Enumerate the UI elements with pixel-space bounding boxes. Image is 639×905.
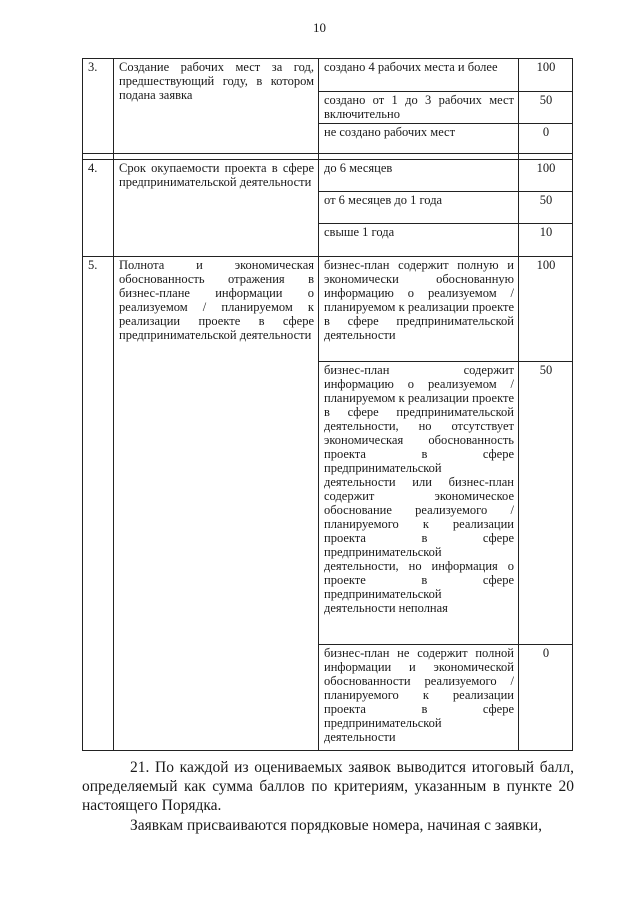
score-value: 50 [519, 92, 573, 124]
condition-text: свыше 1 года [319, 224, 519, 257]
condition-text: создано 4 рабочих места и более [319, 59, 519, 92]
condition-text: создано от 1 до 3 рабочих мест включительно [319, 92, 519, 124]
table-row [83, 160, 573, 192]
table-row [83, 59, 573, 92]
score-value: 100 [519, 160, 573, 192]
condition-text: бизнес-план содержит информацию о реализуемом / планируемом к реализации проекте в сфере предпринимательской деятельности, но отсутствует экономическая обоснованность проекта в сфере предпринимательской деятельности или бизнес-план содержит экономическое обоснование реализуемого / планируемого к реализации проекта в сфере предпринимательской деятельности, но информация о проекте в сфере предпринимательской деятельности неполная [319, 362, 519, 645]
condition-text: от 6 месяцев до 1 года [319, 192, 519, 224]
score-value: 0 [519, 645, 573, 751]
score-value: 100 [519, 59, 573, 92]
score-value: 100 [519, 257, 573, 362]
condition-text: до 6 месяцев [319, 160, 519, 192]
criterion-number: 4. [83, 160, 114, 257]
score-value: 0 [519, 124, 573, 154]
criterion-number: 5. [83, 257, 114, 751]
score-value: 10 [519, 224, 573, 257]
criterion-text: Создание рабочих мест за год, предшествующий году, в котором подана заявка [114, 59, 319, 154]
score-value: 50 [519, 192, 573, 224]
condition-text: не создано рабочих мест [319, 124, 519, 154]
score-value: 50 [519, 362, 573, 645]
paragraph-next: Заявкам присваиваются порядковые номера, начиная с заявки, [130, 817, 543, 834]
table-row [83, 257, 573, 362]
page-number: 10 [313, 20, 326, 35]
criteria-table [82, 58, 573, 751]
paragraph-21: 21. По каждой из оцениваемых заявок выводится итоговый балл, определяемый как сумма баллов по критериям, указанным в пункте 20 настоящего Порядка. [82, 759, 574, 814]
condition-text: бизнес-план не содержит полной информации и экономической обоснованности реализуемого / планируемого к реализации проекта в сфере предпринимательской деятельности [319, 645, 519, 751]
criterion-text: Полнота и экономическая обоснованность отражения в бизнес-плане информации о реализуемом / планируемом к реализации проекте в сфере предпринимательской деятельности [114, 257, 319, 751]
criterion-number: 3. [83, 59, 114, 154]
condition-text: бизнес-план содержит полную и экономически обоснованную информацию о реализуемом / планируемом к реализации проекте в сфере предпринимательской деятельности [319, 257, 519, 362]
criterion-text: Срок окупаемости проекта в сфере предпринимательской деятельности [114, 160, 319, 257]
